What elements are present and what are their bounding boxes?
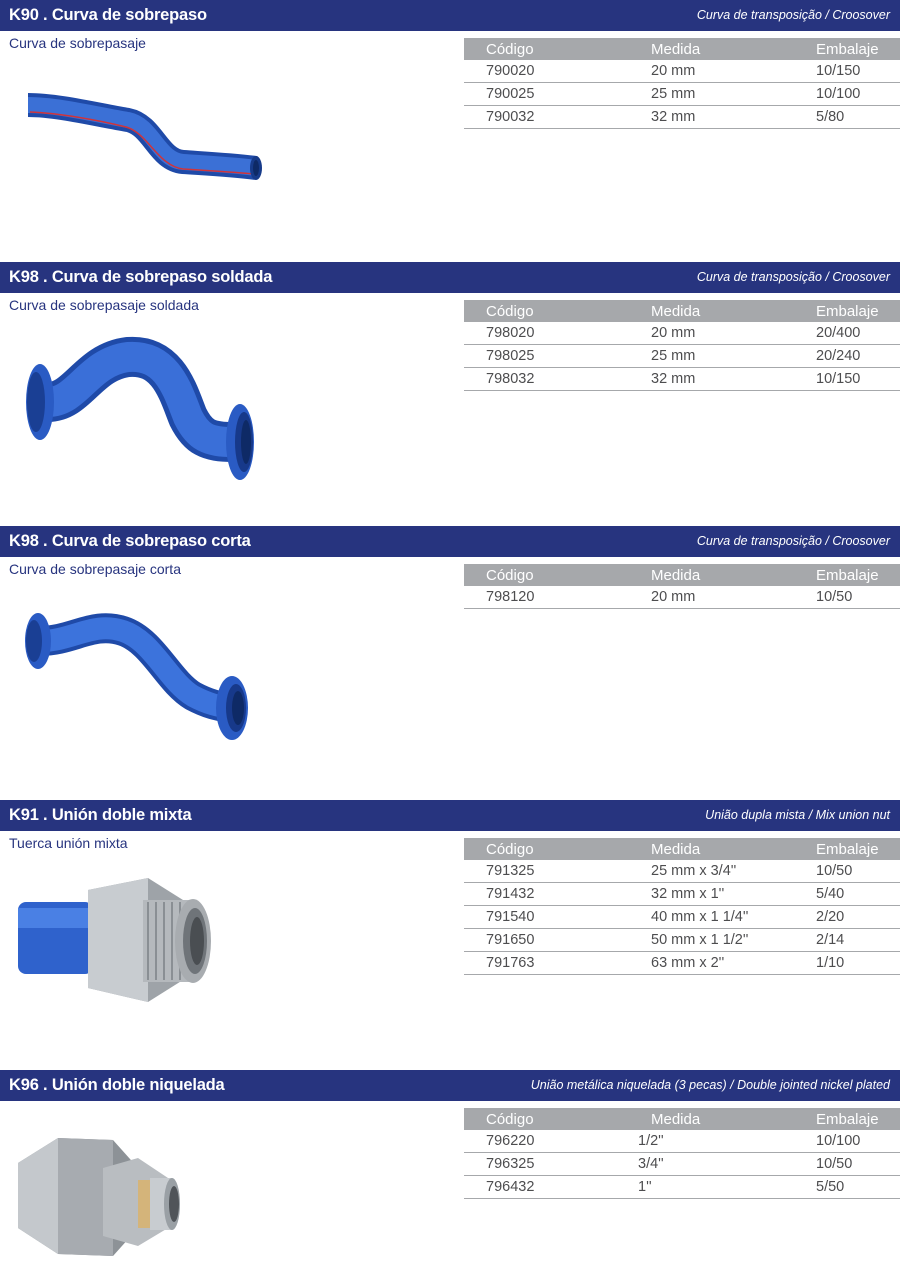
- product-table: [464, 838, 900, 975]
- cell-size: 3/4'': [638, 1156, 664, 1172]
- cell-code: 790025: [486, 86, 535, 102]
- cell-code: 798025: [486, 348, 535, 364]
- header-code: Código: [486, 1111, 534, 1128]
- cell-size: 1'': [638, 1179, 652, 1195]
- header-size: Medida: [651, 841, 701, 858]
- cell-size: 50 mm x 1 1/2'': [651, 932, 749, 948]
- section-alt-title: Curva de transposição / Croosover: [696, 270, 890, 284]
- cell-pack: 20/400: [816, 325, 861, 341]
- section-subtitle: Curva de sobrepasaje soldada: [9, 297, 199, 313]
- header-code: Código: [486, 567, 534, 584]
- table-row: [464, 345, 900, 368]
- cell-size: 32 mm x 1'': [651, 886, 725, 902]
- section-title: K91 . Unión doble mixta: [9, 806, 192, 824]
- table-row: [464, 586, 900, 609]
- section-title: K98 . Curva de sobrepaso soldada: [9, 268, 273, 286]
- cell-pack: 10/150: [816, 63, 861, 79]
- cell-code: 798020: [486, 325, 535, 341]
- cell-pack: 1/10: [816, 955, 845, 971]
- header-pack: Embalaje: [816, 841, 879, 858]
- section-title: K96 . Unión doble niquelada: [9, 1076, 225, 1094]
- cell-pack: 10/50: [816, 589, 853, 605]
- cell-pack: 5/80: [816, 109, 845, 125]
- product-table: [464, 1108, 900, 1199]
- header-code: Código: [486, 303, 534, 320]
- cell-code: 796432: [486, 1179, 535, 1195]
- table-header: [464, 1108, 900, 1130]
- cell-size: 32 mm: [651, 109, 696, 125]
- table-row: [464, 1176, 900, 1199]
- table-row: [464, 1153, 900, 1176]
- cell-pack: 10/50: [816, 863, 853, 879]
- table-row: [464, 60, 900, 83]
- cell-code: 798032: [486, 371, 535, 387]
- header-pack: Embalaje: [816, 567, 879, 584]
- table-row: [464, 368, 900, 391]
- cell-code: 796325: [486, 1156, 535, 1172]
- cell-pack: 10/100: [816, 1133, 861, 1149]
- cell-size: 40 mm x 1 1/4'': [651, 909, 749, 925]
- header-size: Medida: [651, 1111, 701, 1128]
- cell-pack: 2/20: [816, 909, 845, 925]
- section-header-bar: [0, 262, 900, 293]
- cell-code: 791325: [486, 863, 535, 879]
- table-header: [464, 38, 900, 60]
- cell-code: 791432: [486, 886, 535, 902]
- short-crossover-image: [18, 586, 268, 726]
- crossover-pipe-image: [18, 60, 268, 200]
- cell-code: 798120: [486, 589, 535, 605]
- section-subtitle: Curva de sobrepasaje corta: [9, 561, 181, 577]
- section-alt-title: Curva de transposição / Croosover: [696, 534, 890, 548]
- cell-pack: 20/240: [816, 348, 861, 364]
- cell-pack: 5/40: [816, 886, 845, 902]
- cell-size: 20 mm: [651, 589, 696, 605]
- cell-size: 25 mm: [651, 348, 696, 364]
- header-size: Medida: [651, 567, 701, 584]
- cell-pack: 10/50: [816, 1156, 853, 1172]
- cell-pack: 5/50: [816, 1179, 845, 1195]
- section-header-bar: [0, 1070, 900, 1101]
- table-row: [464, 83, 900, 106]
- cell-size: 25 mm: [651, 86, 696, 102]
- section-header-bar: [0, 526, 900, 557]
- table-row: [464, 883, 900, 906]
- section-alt-title: União dupla mista / Mix union nut: [705, 808, 890, 822]
- header-code: Código: [486, 841, 534, 858]
- header-pack: Embalaje: [816, 303, 879, 320]
- mixed-union-nut-image: [18, 860, 268, 1000]
- cell-pack: 10/150: [816, 371, 861, 387]
- cell-code: 791650: [486, 932, 535, 948]
- header-size: Medida: [651, 303, 701, 320]
- cell-code: 791540: [486, 909, 535, 925]
- section-header-bar: [0, 800, 900, 831]
- cell-size: 1/2'': [638, 1133, 664, 1149]
- table-header: [464, 838, 900, 860]
- product-table: [464, 300, 900, 391]
- cell-size: 32 mm: [651, 371, 696, 387]
- cell-pack: 10/100: [816, 86, 861, 102]
- section-alt-title: Curva de transposição / Croosover: [696, 8, 890, 22]
- section-alt-title: União metálica niquelada (3 pecas) / Double jointed nickel plated: [530, 1078, 890, 1092]
- product-table: [464, 38, 900, 129]
- welded-crossover-image: [18, 322, 268, 462]
- cell-pack: 2/14: [816, 932, 845, 948]
- section-subtitle: Curva de sobrepasaje: [9, 35, 146, 51]
- section-title: K90 . Curva de sobrepaso: [9, 6, 207, 24]
- cell-code: 796220: [486, 1133, 535, 1149]
- cell-size: 20 mm: [651, 325, 696, 341]
- section-header-bar: [0, 0, 900, 31]
- table-row: [464, 322, 900, 345]
- cell-size: 20 mm: [651, 63, 696, 79]
- section-title: K98 . Curva de sobrepaso corta: [9, 532, 251, 550]
- cell-size: 25 mm x 3/4'': [651, 863, 737, 879]
- table-row: [464, 1130, 900, 1153]
- header-code: Código: [486, 41, 534, 58]
- header-pack: Embalaje: [816, 1111, 879, 1128]
- cell-size: 63 mm x 2'': [651, 955, 725, 971]
- table-row: [464, 860, 900, 883]
- table-header: [464, 300, 900, 322]
- section-subtitle: Tuerca unión mixta: [9, 835, 128, 851]
- nickel-union-image: [18, 1118, 268, 1258]
- cell-code: 791763: [486, 955, 535, 971]
- header-size: Medida: [651, 41, 701, 58]
- table-row: [464, 929, 900, 952]
- table-row: [464, 906, 900, 929]
- cell-code: 790032: [486, 109, 535, 125]
- header-pack: Embalaje: [816, 41, 879, 58]
- cell-code: 790020: [486, 63, 535, 79]
- product-table: [464, 564, 900, 609]
- table-row: [464, 106, 900, 129]
- table-header: [464, 564, 900, 586]
- table-row: [464, 952, 900, 975]
